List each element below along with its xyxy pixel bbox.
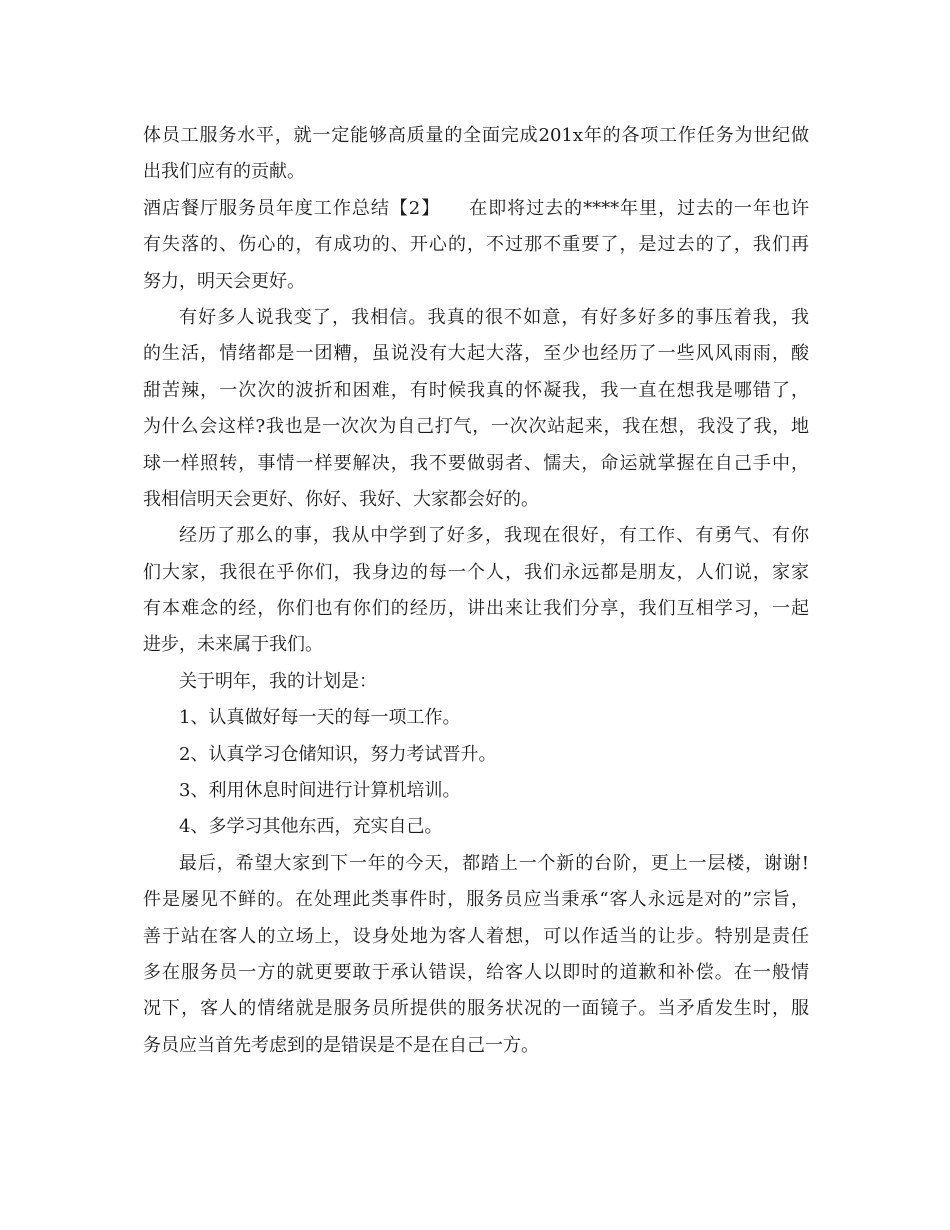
text-line: 务员应当首先考虑到的是错误是不是在自己一方。 xyxy=(143,1034,539,1056)
paragraph-first-line: 有好多人说我变了，我相信。我真的很不如意，有好多好多的事压着我，我 xyxy=(179,306,809,328)
text-line: 出我们应有的贡献。 xyxy=(143,161,305,183)
text-line: 况下，客人的情绪就是服务员所提供的服务状况的一面镜子。当矛盾发生时，服 xyxy=(143,998,809,1020)
text-line: 件是屡见不鲜的。在处理此类事件时，服务员应当秉承“客人永远是对的”宗旨， xyxy=(143,889,809,911)
text-line: 多在服务员一方的就更要敢于承认错误，给客人以即时的道歉和补偿。在一般情 xyxy=(143,961,809,983)
text-line: 进步，未来属于我们。 xyxy=(143,634,323,656)
text-line: 甜苦辣，一次次的波折和困难，有时候我真的怀凝我，我一直在想我是哪错了， xyxy=(143,379,809,401)
text-line: 努力，明天会更好。 xyxy=(143,270,305,292)
text-line: 有本难念的经，你们也有你们的经历，讲出来让我们分享，我们互相学习，一起 xyxy=(143,598,809,620)
list-item: 1、认真做好每一天的每一项工作。 xyxy=(179,707,461,729)
list-item: 2、认真学习仓储知识，努力考试晋升。 xyxy=(179,743,497,765)
list-item: 4、多学习其他东西，充实自己。 xyxy=(179,816,443,838)
text-line: 为什么会这样?我也是一次次为自己打气，一次次站起来，我在想，我没了我，地 xyxy=(143,416,809,438)
text-line: 球一样照转，事情一样要解决，我不要做弱者、懦夫，命运就掌握在自己手中， xyxy=(143,452,809,474)
text-line: 们大家，我很在乎你们，我身边的每一个人，我们永远都是朋友，人们说，家家 xyxy=(143,561,809,583)
text-line: 我相信明天会更好、你好、我好、大家都会好的。 xyxy=(143,488,539,510)
text-line: 体员工服务水平，就一定能够高质量的全面完成201x年的各项工作任务为世纪做 xyxy=(143,125,809,146)
list-item: 3、利用休息时间进行计算机培训。 xyxy=(179,780,461,802)
paragraph-first-line: 经历了那么的事，我从中学到了好多，我现在很好，有工作、有勇气、有你 xyxy=(179,525,809,547)
section-heading-line: 酒店餐厅服务员年度工作总结【2】 在即将过去的****年里，过去的一年也许 xyxy=(143,197,809,219)
text-line: 的生活，情绪都是一团糟，虽说没有大起大落，至少也经历了一些风风雨雨，酸 xyxy=(143,343,809,365)
paragraph-first-line: 最后，希望大家到下一年的今天，都踏上一个新的台阶，更上一层楼，谢谢! xyxy=(179,852,809,874)
text-line: 有失落的、伤心的，有成功的、开心的，不过那不重要了，是过去的了，我们再 xyxy=(143,234,809,256)
paragraph-first-line: 关于明年，我的计划是： xyxy=(179,670,377,692)
document-body xyxy=(143,118,809,1064)
text-line: 善于站在客人的立场上，设身处地为客人着想，可以作适当的让步。特别是责任 xyxy=(143,925,809,947)
